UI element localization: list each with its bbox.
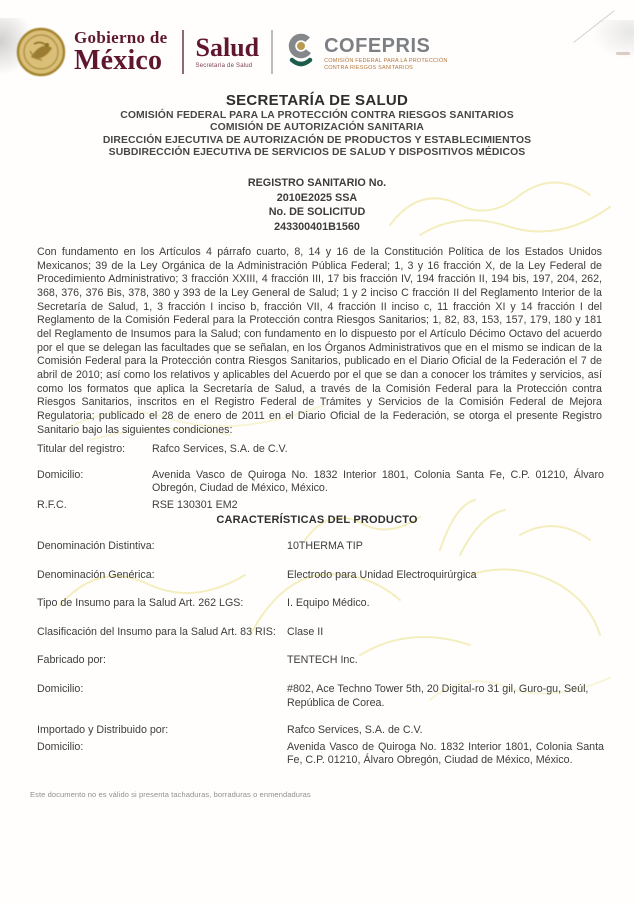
product-fields bbox=[37, 540, 604, 768]
field-row-domicilio-importador bbox=[37, 741, 604, 768]
field-label: Fabricado por: bbox=[37, 654, 106, 667]
cofepris-c-icon bbox=[285, 33, 319, 69]
field-row-domicilio bbox=[37, 469, 604, 496]
field-row-fabricado-por bbox=[37, 654, 604, 668]
gobierno-line2: México bbox=[74, 45, 163, 76]
field-row-denominacion-distintiva bbox=[37, 540, 604, 554]
product-section-title: CARACTERÍSTICAS DEL PRODUCTO bbox=[216, 514, 418, 526]
field-value: Clase II bbox=[287, 625, 324, 638]
department-lines bbox=[0, 110, 634, 160]
field-label: Domicilio: bbox=[37, 682, 84, 695]
cofepris-word: COFEPRIS bbox=[324, 34, 431, 57]
salud-subtext: Secretaría de Salud bbox=[195, 63, 253, 69]
field-value: Rafco Services, S.A. de C.V. bbox=[152, 443, 288, 455]
field-value: RSE 130301 EM2 bbox=[152, 498, 238, 511]
field-label: Titular del registro: bbox=[37, 443, 126, 455]
holder-fields bbox=[37, 443, 604, 512]
department-line: DIRECCIÓN EJECUTIVA DE AUTORIZACIÓN DE PRODUCTOS Y ESTABLECIMIENTOS bbox=[102, 134, 532, 146]
logo-divider bbox=[271, 30, 273, 74]
gobierno-line1: Gobierno de bbox=[74, 28, 168, 47]
cofepris-tagline-1: COMISIÓN FEDERAL PARA LA PROTECCIÓN bbox=[324, 57, 448, 64]
field-value: Electrodo para Unidad Electroquirúrgica bbox=[287, 568, 477, 581]
registro-number: 2010E2025 SSA bbox=[276, 191, 358, 204]
legal-basis-paragraph: Con fundamento en los Artículos 4 párrafo cuarto, 8, 14 y 16 de la Constitución Política de los Estados Unidos Mexicanos; 39 de la Ley Orgánica de la Administración Pública Federal; 1, 3 y 16 fracción X, de la Ley Federal de Procedimiento Administrativo; 3 fracción XXIII, 4 fracción III, 17 bis fracción IV, 194 fracción II, 194 bis, 197, 204, 262, 368, 376, 376 Bis, 378, 380 y 393 de la Ley General de Salud; 1 y 2 inciso C fracción II del Reglamento Interior de la Secretaría de Salud, 1, 3 fracción I inciso b, fracción VII, 4 fracción II inciso c, 11 fracción XI y 14 fracción I del Reglamento de la Comisión Federal para la Protección contra Riesgos Sanitarios; 1, 82, 83, 153, 157, 179, 180 y 181 del Reglamento de Insumos para la Salud; con fundamento en lo dispuesto por el Artículo Décimo Octavo del acuerdo por el que se delegan las facultades que se señalan, en los Órganos Administrativos que en el mismo se indican de la Comisión Federal para la Protección contra Riesgos Sanitarios, publicado en el Diario Oficial de la Federación el 7 de abril de 2010; así como los relativos y aplicables del Acuerdo por el que se dan a conocer los trámites y servicios, así como los formatos que aplica la Secretaría de Salud, a través de la Comisión Federal para la Protección contra Riesgos Sanitarios, inscritos en el Registro Federal de Trámites y Servicios de la Comisión Federal de Mejora Regulatoria; publicado el 28 de enero de 2011 en el Diario Oficial de la Federación, se otorga el presente Registro Sanitario bajo las siguientes condiciones: bbox=[37, 246, 602, 436]
field-row-titular bbox=[37, 443, 604, 457]
solicitud-number: 243300401B1560 bbox=[274, 220, 360, 233]
field-value: Avenida Vasco de Quiroga No. 1832 Interior 1801, Colonia Santa Fe, C.P. 01210, Álvaro Obregón, Ciudad de México, México. bbox=[152, 468, 604, 495]
mexico-eagle-seal-icon bbox=[16, 27, 66, 77]
field-label: Tipo de Insumo para la Salud Art. 262 LGS: bbox=[37, 597, 244, 610]
validity-disclaimer: Este documento no es válido si presenta tachaduras, borraduras o enmendaduras bbox=[30, 790, 311, 799]
field-label: R.F.C. bbox=[37, 498, 67, 511]
logo-divider bbox=[182, 30, 184, 74]
field-value: Rafco Services, S.A. de C.V. bbox=[287, 724, 423, 737]
field-label: Denominación Genérica: bbox=[37, 568, 155, 581]
department-line: COMISIÓN FEDERAL PARA LA PROTECCIÓN CONTRA RIESGOS SANITARIOS bbox=[120, 110, 514, 121]
salud-wordmark bbox=[196, 35, 260, 69]
field-label: Importado y Distribuido por: bbox=[37, 724, 169, 737]
field-value: TENTECH Inc. bbox=[287, 654, 358, 667]
registro-number-block bbox=[0, 176, 634, 234]
salud-word: Salud bbox=[195, 33, 260, 62]
cofepris-text bbox=[324, 36, 447, 72]
field-row-clasificacion bbox=[37, 626, 604, 640]
field-row-denominacion-generica bbox=[37, 569, 604, 583]
field-row-importado-por bbox=[37, 724, 604, 738]
document-title: SECRETARÍA DE SALUD bbox=[225, 92, 409, 109]
department-line: SUBDIRECCIÓN EJECUTIVA DE SERVICIOS DE SALUD Y DISPOSITIVOS MÉDICOS bbox=[108, 147, 526, 159]
field-value: Avenida Vasco de Quiroga No. 1832 Interior 1801, Colonia Santa Fe, C.P. 01210, Álvaro Obregón, Ciudad de México, México. bbox=[287, 740, 604, 767]
registro-label: REGISTRO SANITARIO No. bbox=[247, 177, 387, 189]
cofepris-logo bbox=[285, 33, 447, 72]
field-label: Denominación Distintiva: bbox=[37, 540, 155, 552]
gobierno-de-mexico-wordmark bbox=[74, 29, 168, 75]
field-value: #802, Ace Techno Tower 5th, 20 Digital-ro 31 gil, Guro-gu, Seúl, República de Corea. bbox=[287, 682, 589, 709]
field-label: Clasificación del Insumo para la Salud Art. 83 RIS: bbox=[37, 625, 276, 638]
field-row-tipo-insumo bbox=[37, 597, 604, 611]
field-value: I. Equipo Médico. bbox=[287, 597, 370, 610]
field-label: Domicilio: bbox=[37, 740, 84, 753]
field-label: Domicilio: bbox=[37, 468, 84, 481]
field-row-rfc bbox=[37, 499, 604, 513]
cofepris-tagline-2: CONTRA RIESGOS SANITARIOS bbox=[324, 64, 414, 71]
header-logo-row bbox=[16, 27, 448, 77]
scan-mark-right-edge bbox=[616, 52, 630, 55]
field-value: 10THERMA TIP bbox=[287, 540, 363, 552]
department-line: COMISIÓN DE AUTORIZACIÓN SANITARIA bbox=[210, 122, 424, 134]
solicitud-label: No. DE SOLICITUD bbox=[268, 206, 366, 219]
field-row-domicilio-fabricante bbox=[37, 683, 604, 710]
